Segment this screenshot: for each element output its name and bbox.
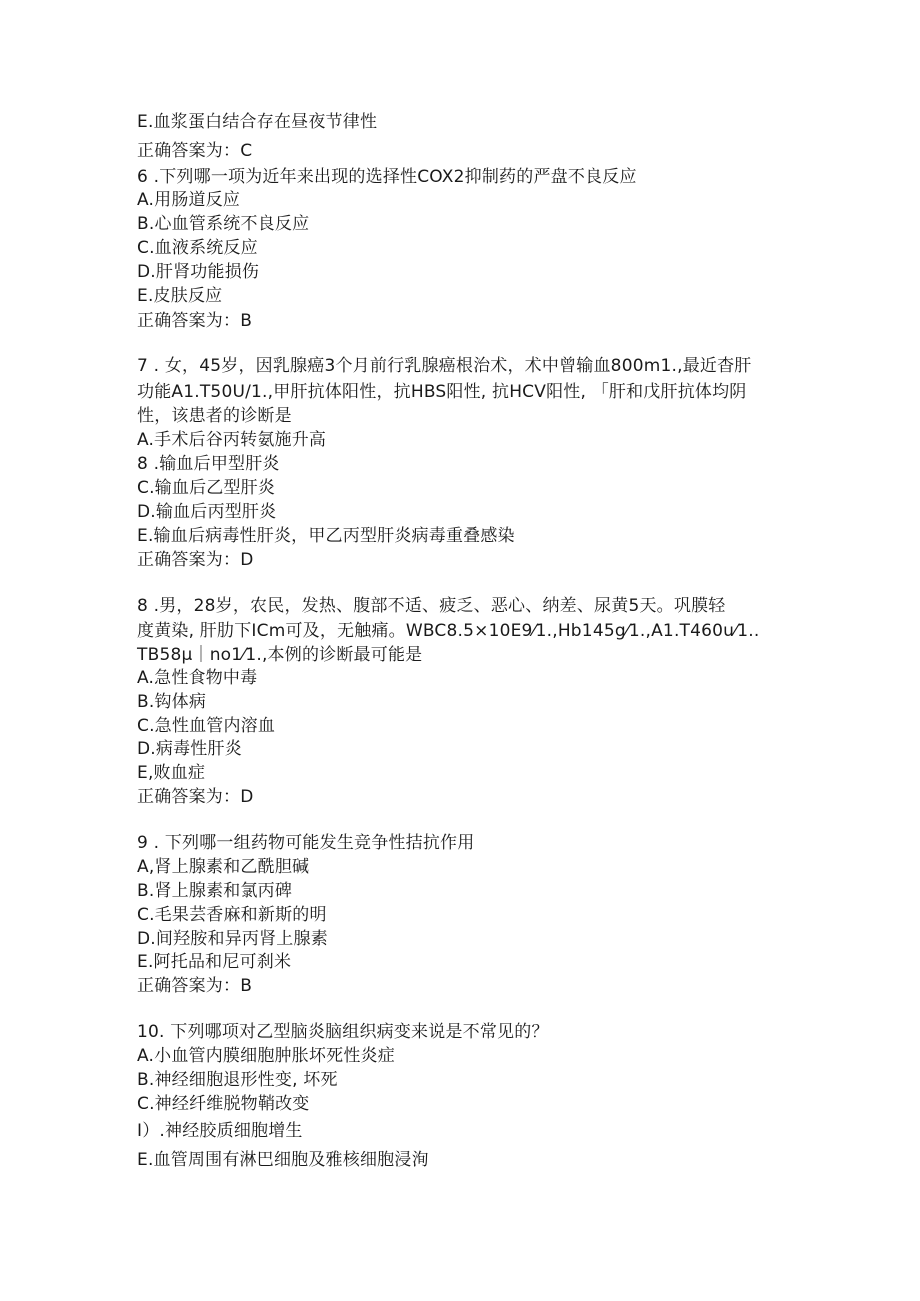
q7-option-a: A.手术后谷丙转氨施升高 [137, 430, 327, 450]
q9-option-e: E.阿托品和尼可刹米 [137, 952, 292, 972]
q10-option-e: E.血管周围有淋巴细胞及雅核细胞浸洵 [137, 1150, 429, 1170]
q6-stem: 6 .下列哪一项为近年来出现的选择性COX2抑制药的严盘不良反应 [137, 167, 637, 187]
q7-option-c: C.输血后乙型肝炎 [137, 478, 276, 498]
q5-answer: 正确答案为：C [137, 141, 253, 161]
q8-option-a: A.急性食物中毒 [137, 668, 258, 688]
q6-option-b: B.心血管系统不良反应 [137, 214, 310, 234]
q7-stem-line2: 功能A1.T50U/1.,甲肝抗体阳性，抗HBS阳性, 抗HCV阳性, 「肝和戊肝抗体均阴 [137, 382, 747, 402]
q9-option-c: C.毛果芸香麻和新斯的明 [137, 905, 327, 925]
q9-option-d: D.间羟胺和异丙肾上腺素 [137, 929, 328, 949]
q7-stem-line1: 7 . 女，45岁，因乳腺癌3个月前行乳腺癌根治术，术中曾输血800m1.,最近杳肝 [137, 356, 752, 376]
q10-option-b: B.神经细胞退形性变, 坏死 [137, 1070, 338, 1090]
q8-option-b: B.钩体病 [137, 692, 207, 712]
q6-option-c: C.血液系统反应 [137, 238, 258, 258]
q9-answer: 正确答案为：B [137, 976, 253, 996]
q7-option-e: E.输血后病毒性肝炎，甲乙丙型肝炎病毒重叠感染 [137, 526, 515, 546]
q8-option-c: C.急性血管内溶血 [137, 716, 276, 736]
q10-option-c: C.神经纤维脱物鞘改变 [137, 1094, 310, 1114]
q9-option-a: A,肾上腺素和乙酰胆碱 [137, 857, 310, 877]
q8-stem-line3: TB58μ｜no1⁄1.,本例的诊断最可能是 [137, 645, 423, 665]
q7-option-b: 8 .输血后甲型肝炎 [137, 454, 280, 474]
q7-stem-line3: 性，该患者的诊断是 [137, 406, 292, 426]
q8-option-e: E,败血症 [137, 763, 206, 783]
q8-answer: 正确答案为：D [137, 787, 254, 807]
q6-option-a: A.用肠道反应 [137, 190, 241, 210]
q5-option-e: E.血浆蛋白结合存在昼夜节律性 [137, 112, 378, 132]
q10-stem: 10. 下列哪项对乙型脑炎脑组织病变来说是不常见的？ [137, 1022, 549, 1042]
q10-option-a: A.小血管内膜细胞肿胀坏死性炎症 [137, 1046, 395, 1066]
q9-stem: 9 . 下列哪一组药物可能发生竞争性拮抗作用 [137, 833, 475, 853]
q8-option-d: D.病毒性肝炎 [137, 739, 242, 759]
q6-answer: 正确答案为：B [137, 311, 253, 331]
q7-option-d: D.输血后丙型肝炎 [137, 502, 277, 522]
q6-option-d: D.肝肾功能损伤 [137, 262, 260, 282]
q6-option-e: E.皮肤反应 [137, 286, 223, 306]
q9-option-b: B.肾上腺素和氯丙碑 [137, 881, 293, 901]
q8-stem-line1: 8 .男，28岁，农民，发热、腹部不适、疲乏、恶心、纳差、尿黄5天。巩膜轻 [137, 596, 726, 616]
q10-option-d: I）.神经胶质细胞增生 [137, 1121, 303, 1141]
q8-stem-line2: 度黄染, 肝肋下ICm可及，无触痛。WBC8.5×10E9⁄1.,Hb145g⁄1.,A1.T460u⁄1.. [137, 621, 760, 641]
q7-answer: 正确答案为：D [137, 550, 254, 570]
